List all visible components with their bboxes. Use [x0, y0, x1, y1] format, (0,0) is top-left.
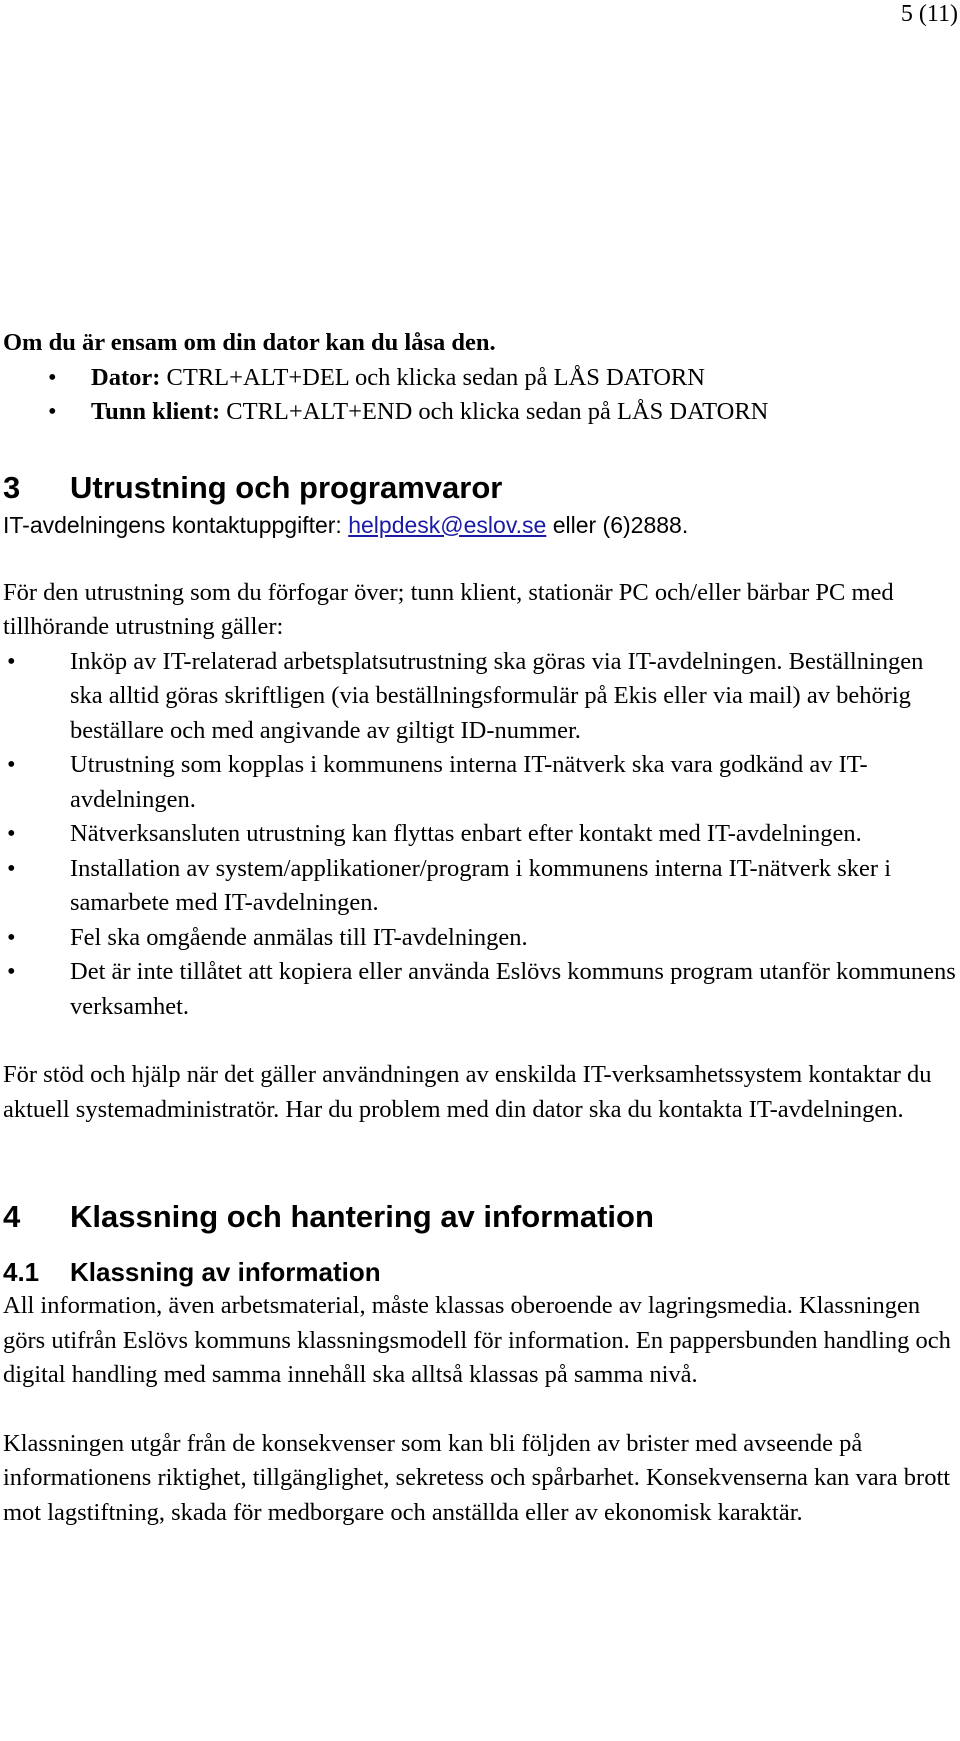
contact-suffix: eller (6)2888. — [546, 511, 689, 538]
rule-text: Nätverksansluten utrustning kan flyttas enbart efter kontakt med IT-avdelningen. — [70, 820, 862, 847]
bullet-icon: • — [7, 854, 16, 882]
rule-text: Det är inte tillåtet att kopiera eller använda Eslövs kommuns program utanför kommunens verksamhet. — [70, 958, 956, 1020]
item-label: Dator: — [91, 363, 161, 391]
section-title: Utrustning och programvaror — [70, 469, 503, 505]
helpdesk-email-link[interactable]: helpdesk@eslov.se — [348, 511, 547, 538]
list-item — [3, 645, 958, 749]
support-paragraph: För stöd och hjälp när det gäller användningen av enskilda IT-verksamhetssystem kontaktar du aktuell systemadministratör. Har du problem med din dator ska du kontakta IT-avdelningen. — [3, 1061, 932, 1123]
item-text: CTRL+ALT+DEL och klicka sedan på LÅS DATORN — [160, 363, 705, 391]
contact-prefix: IT-avdelningens kontaktuppgifter: — [3, 511, 349, 538]
bullet-icon: • — [7, 820, 16, 847]
subsection-number: 4.1 — [3, 1257, 40, 1287]
bullet-icon: • — [7, 647, 16, 675]
section-number: 3 — [3, 469, 21, 505]
list-item — [3, 361, 958, 396]
section-title: Klassning och hantering av information — [70, 1199, 654, 1234]
bullet-icon: • — [48, 398, 57, 425]
list-item — [3, 852, 958, 921]
subsection-title: Klassning av information — [70, 1257, 381, 1287]
rule-text: Inköp av IT-relaterad arbetsplatsutrustning ska göras via IT-avdelningen. Beställningen ska alltid göras skriftligen (via beställningsformulär på Ekis eller via mail) av behörig beställare och med angivande av giltigt ID-nummer. — [70, 647, 924, 744]
page-content — [3, 326, 958, 1530]
lock-instructions-list — [3, 361, 958, 430]
list-item — [3, 748, 958, 817]
classification-paragraph: All information, även arbetsmaterial, måste klassas oberoende av lagringsmedia. Klassningen görs utifrån Eslövs kommuns klassningsmodell för information. En pappersbunden handling och digital handling med samma innehåll ska alltså klassas på samma nivå. — [3, 1292, 951, 1388]
rule-text: Installation av system/applikationer/program i kommunens interna IT-nätverk sker i samarbete med IT-avdelningen. — [70, 854, 892, 916]
list-item — [3, 955, 958, 1024]
equipment-intro: För den utrustning som du förfogar över; tunn klient, stationär PC och/eller bärbar PC med tillhörande utrustning gäller: — [3, 578, 894, 640]
item-text: CTRL+ALT+END och klicka sedan på LÅS DATORN — [220, 398, 769, 425]
item-label: Tunn klient: — [91, 398, 221, 425]
equipment-rules-list — [3, 645, 958, 1025]
list-item — [3, 395, 958, 430]
bullet-icon: • — [7, 958, 16, 985]
section-number: 4 — [3, 1199, 21, 1234]
bullet-icon: • — [7, 751, 16, 778]
consequences-paragraph: Klassningen utgår från de konsekvenser som kan bli följden av brister med avseende på informationens riktighet, tillgänglighet, sekretess och spårbarhet. Konsekvenserna kan vara brott mot lagstiftning, skada för medborgare och anställda eller av ekonomisk karaktär. — [3, 1429, 951, 1526]
lock-instructions-title: Om du är ensam om din dator kan du låsa den. — [3, 329, 496, 356]
subsection-heading — [3, 1255, 958, 1289]
section-heading — [3, 1197, 958, 1237]
bullet-icon: • — [7, 923, 16, 951]
rule-text: Fel ska omgående anmälas till IT-avdelningen. — [70, 923, 528, 951]
list-item — [3, 817, 958, 852]
bullet-icon: • — [48, 363, 57, 391]
page-number: 5 (11) — [900, 1, 958, 27]
list-item — [3, 921, 958, 956]
rule-text: Utrustning som kopplas i kommunens interna IT-nätverk ska vara godkänd av IT-avdelningen. — [70, 751, 868, 813]
contact-info — [3, 508, 958, 542]
section-heading — [3, 468, 958, 508]
